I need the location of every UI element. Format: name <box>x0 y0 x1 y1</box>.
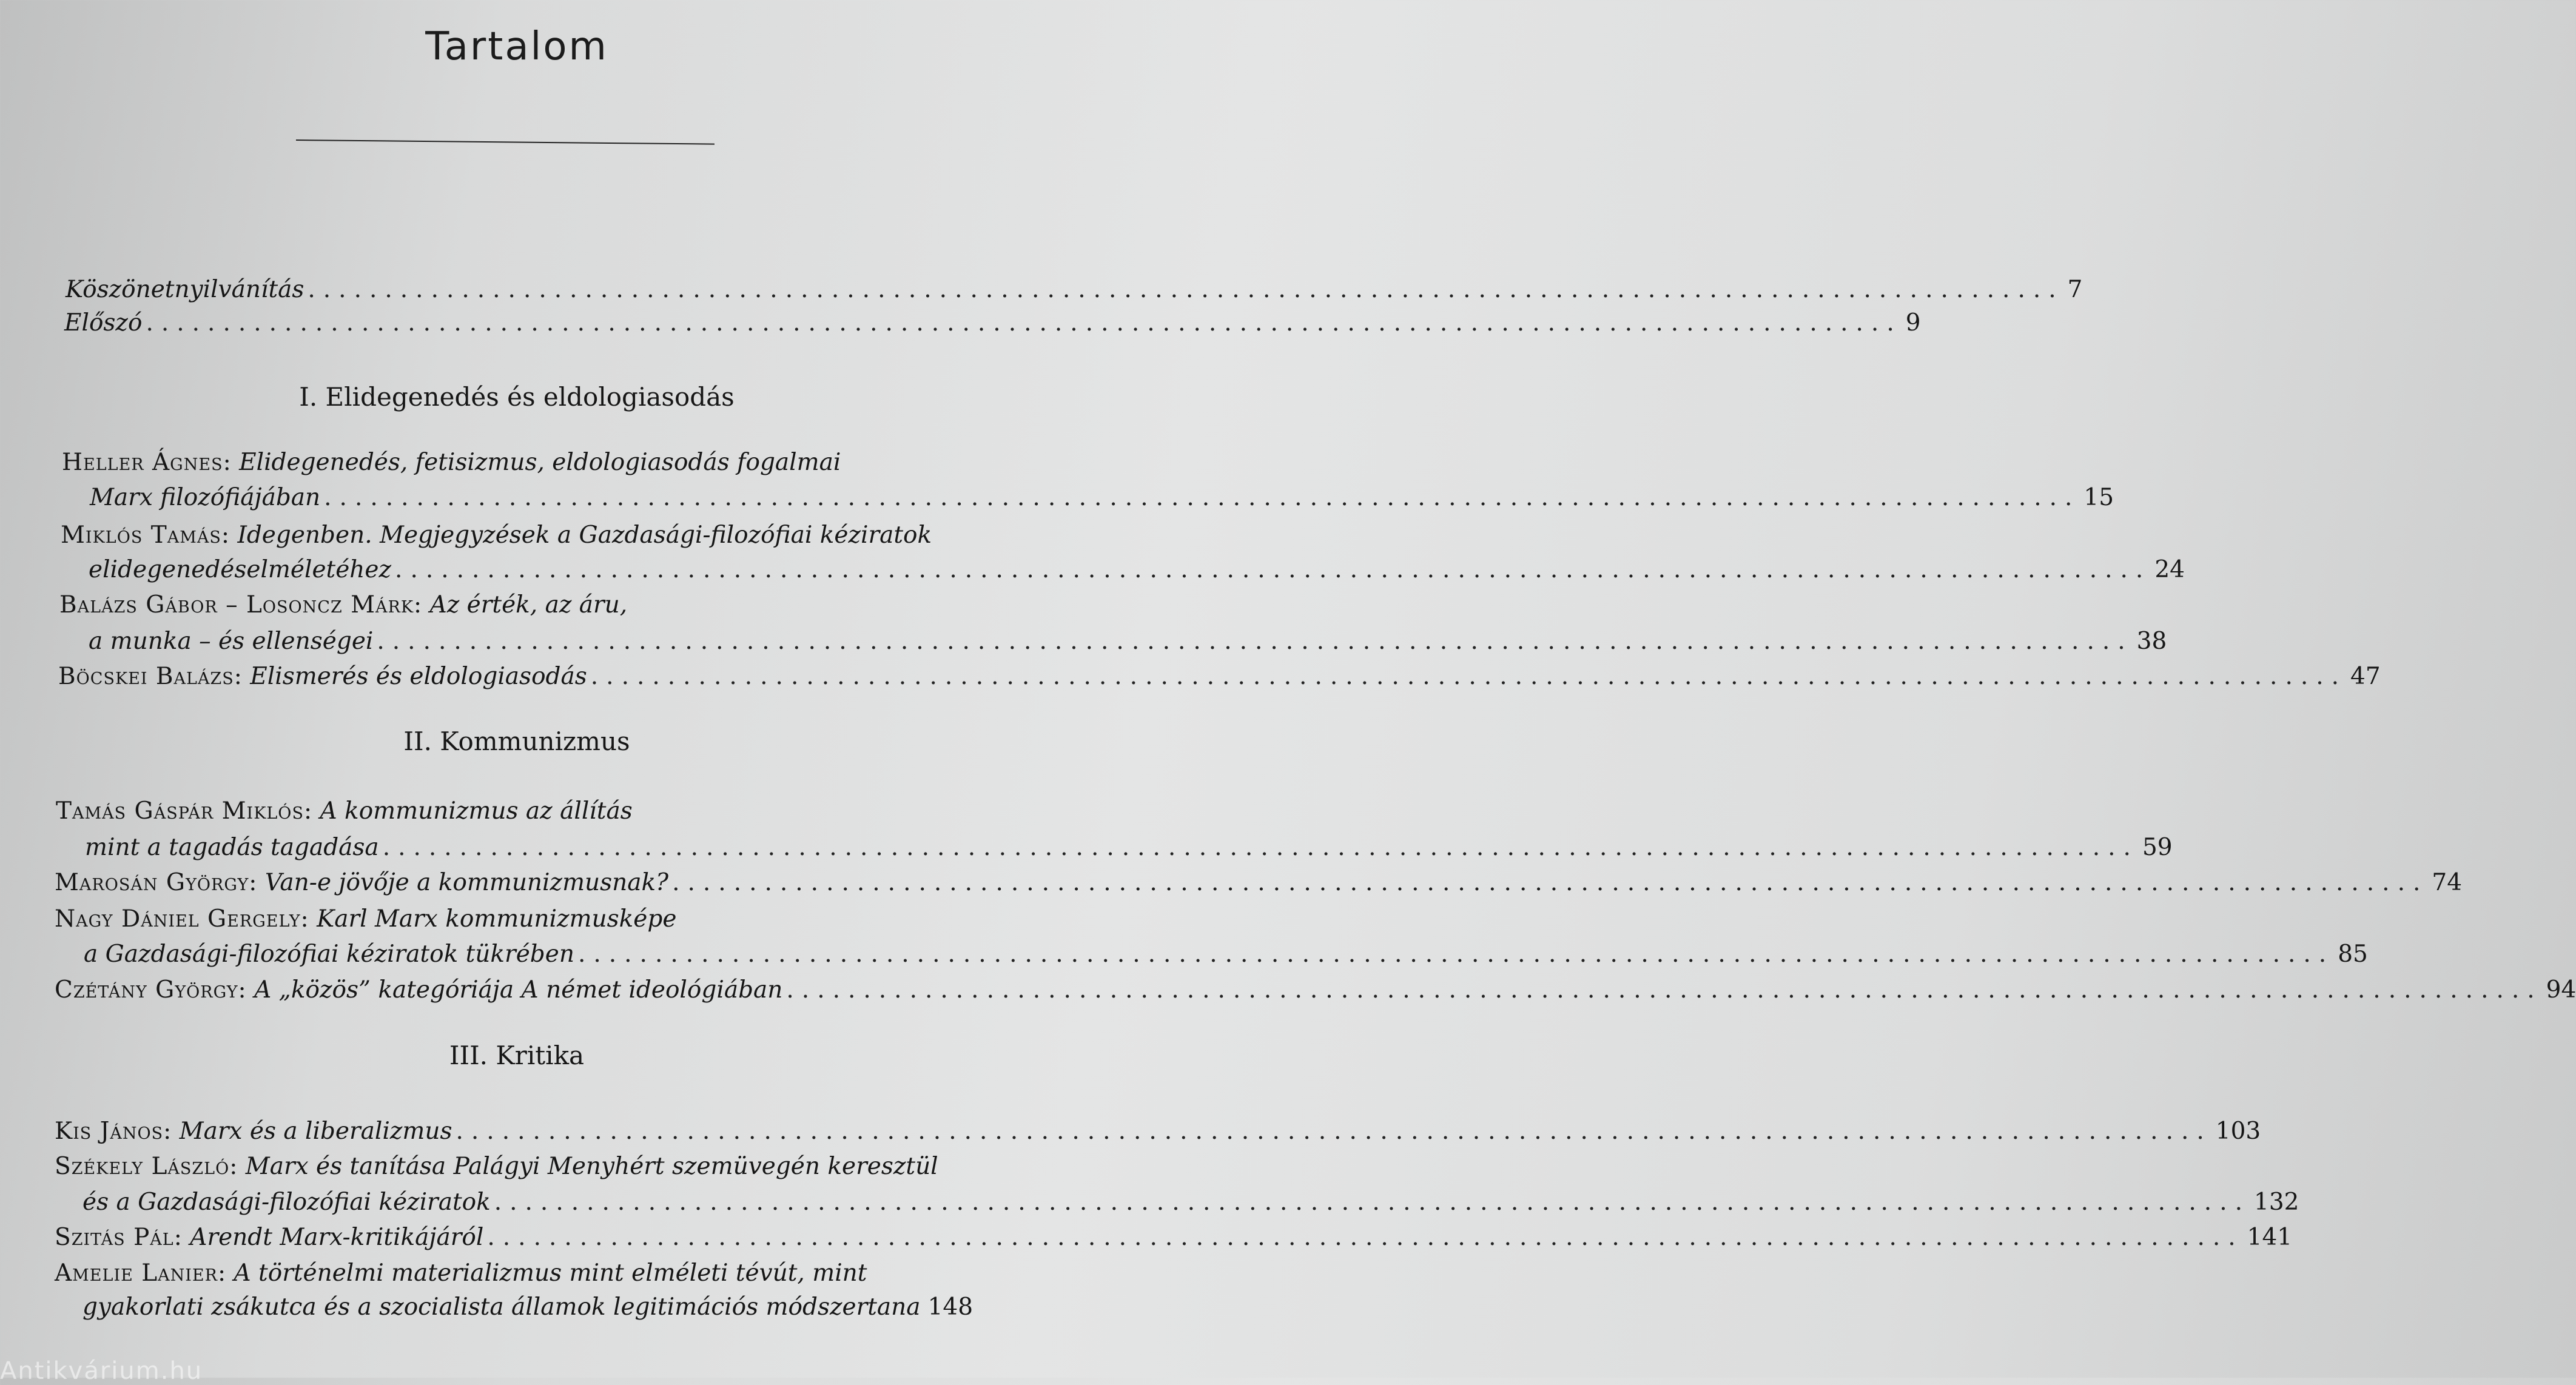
toc-entry: Köszönetnyilvánítás .................................................................................................................. 7 <box>66 273 933 307</box>
dot-leader: .................................................................................................................. <box>377 628 2133 655</box>
entry-title: Elismerés és eldologiasodás <box>250 663 587 690</box>
section-heading: I. Elidegenedés és eldologiasodás <box>299 382 735 412</box>
entry-title: A „közös” kategóriája A német ideológiában <box>254 976 783 1004</box>
toc-entry-cont: a Gazdasági-filozófiai kéziratok tükrében .................................................................................................................. 85 <box>84 937 929 971</box>
entry-author: Nagy Dániel Gergely: <box>55 905 309 933</box>
toc-entry <box>55 902 928 936</box>
entry-title-cont: elidegenedéselméletéhez <box>89 556 392 583</box>
entry-title-cont: gyakorlati zsákutca és a szocialista államok legitimációs módszertana <box>82 1293 921 1321</box>
entry-author: Miklós Tamás: <box>61 521 230 549</box>
dot-leader: .................................................................................................................. <box>382 834 2139 861</box>
dot-leader: .................................................................................................................. <box>395 556 2151 583</box>
entry-author: Marosán György: <box>55 869 258 896</box>
dot-leader: .................................................................................................................. <box>324 484 2080 511</box>
entry-author: Amelie Lanier: <box>55 1259 227 1287</box>
dot-leader: .................................................................................................................. <box>487 1224 2244 1251</box>
dot-leader: .................................................................................................................. <box>308 276 2064 303</box>
page-number: 148 <box>927 1293 974 1321</box>
entry-title-cont: Marx filozófiájában <box>90 484 321 511</box>
toc-entry: Kis János: Marx és a liberalizmus .................................................................................................................. 103 <box>55 1115 929 1149</box>
entry-title: A kommunizmus az állítás <box>320 797 633 825</box>
entry-author: Böcskei Balázs: <box>58 663 243 690</box>
entry-title: Marx és tanítása Palágyi Menyhért szemüvegén keresztül <box>245 1153 938 1180</box>
entry-title: Karl Marx kommunizmusképe <box>317 905 677 933</box>
entry-title: A történelmi materializmus mint elméleti tévút, mint <box>234 1259 867 1287</box>
toc-entry-cont: és a Gazdasági-filozófiai kéziratok .................................................................................................................. 132 <box>82 1185 929 1219</box>
toc-entry: Szitás Pál: Arendt Marx-kritikájáról .................................................................................................................. 141 <box>55 1221 929 1255</box>
entry-title: Arendt Marx-kritikájáról <box>190 1224 484 1251</box>
toc-entry <box>55 1256 929 1290</box>
dot-leader: .................................................................................................................. <box>590 663 2347 690</box>
toc-entry <box>55 1150 938 1184</box>
entry-title: Köszönetnyilvánítás <box>66 276 304 303</box>
entry-author: Kis János: <box>55 1118 172 1145</box>
dot-leader: .................................................................................................................. <box>672 869 2429 896</box>
entry-author: Balázs Gábor – Losoncz Márk: <box>59 591 423 619</box>
toc-entry-cont: elidegenedéselméletéhez .................................................................................................................. 24 <box>89 553 929 587</box>
entry-title: Elidegenedés, fetisizmus, eldologiasodás fogalmai <box>239 449 841 476</box>
section-heading: II. Kommunizmus <box>403 726 630 756</box>
entry-author: Szitás Pál: <box>55 1224 183 1251</box>
entry-title-cont: a Gazdasági-filozófiai kéziratok tükrében <box>84 941 574 968</box>
entry-author: Tamás Gáspár Miklós: <box>56 797 313 825</box>
entry-title-cont: a munka – és ellenségei <box>89 628 374 655</box>
entry-title: Idegenben. Megjegyzések a Gazdasági-filozófiai kéziratok <box>237 521 932 549</box>
toc-entry-cont <box>82 1290 974 1324</box>
title-rule <box>296 139 715 145</box>
dot-leader: .................................................................................................................. <box>494 1189 2250 1216</box>
entry-title: Az érték, az áru, <box>429 591 628 619</box>
entry-title-cont: és a Gazdasági-filozófiai kéziratok <box>82 1189 491 1216</box>
dot-leader: .................................................................................................................. <box>456 1118 2212 1145</box>
dot-leader: .................................................................................................................. <box>577 941 2335 968</box>
entry-author: Heller Ágnes: <box>62 449 232 476</box>
entry-title: Előszó <box>64 309 143 337</box>
toc-entry: Czétány György: A „közös” kategóriája A német ideológiában .................................................................................................................. 94 <box>55 973 929 1007</box>
entry-title-cont: mint a tagadás tagadása <box>85 834 379 861</box>
toc-entry <box>59 588 933 622</box>
dot-leader: .................................................................................................................. <box>786 976 2543 1004</box>
watermark: Antikvárium.hu <box>0 1357 203 1385</box>
entry-author: Czétány György: <box>55 976 247 1004</box>
toc-entry: Böcskei Balázs: Elismerés és eldologiasodás .................................................................................................................. 47 <box>58 660 929 694</box>
dot-leader: .................................................................................................................. <box>146 309 1902 337</box>
section-heading: III. Kritika <box>449 1041 585 1070</box>
toc-entry: Előszó .................................................................................................................. 9 <box>64 306 930 340</box>
toc-entry-cont: Marx filozófiájában .................................................................................................................. 15 <box>90 481 912 515</box>
entry-title: Marx és a liberalizmus <box>179 1118 452 1145</box>
toc-entry-cont: a munka – és ellenségei .................................................................................................................. 38 <box>89 625 929 659</box>
toc-entry <box>56 794 929 828</box>
page-title: Tartalom <box>425 24 608 69</box>
toc-entry <box>62 446 935 480</box>
toc-entry: Marosán György: Van-e jövője a kommunizmusnak? .................................................................................................................. 74 <box>55 866 929 900</box>
toc-entry <box>61 518 934 552</box>
entry-title: Van-e jövője a kommunizmusnak? <box>264 869 669 896</box>
entry-author: Székely László: <box>55 1153 238 1180</box>
toc-entry-cont: mint a tagadás tagadása .................................................................................................................. 59 <box>85 831 929 865</box>
